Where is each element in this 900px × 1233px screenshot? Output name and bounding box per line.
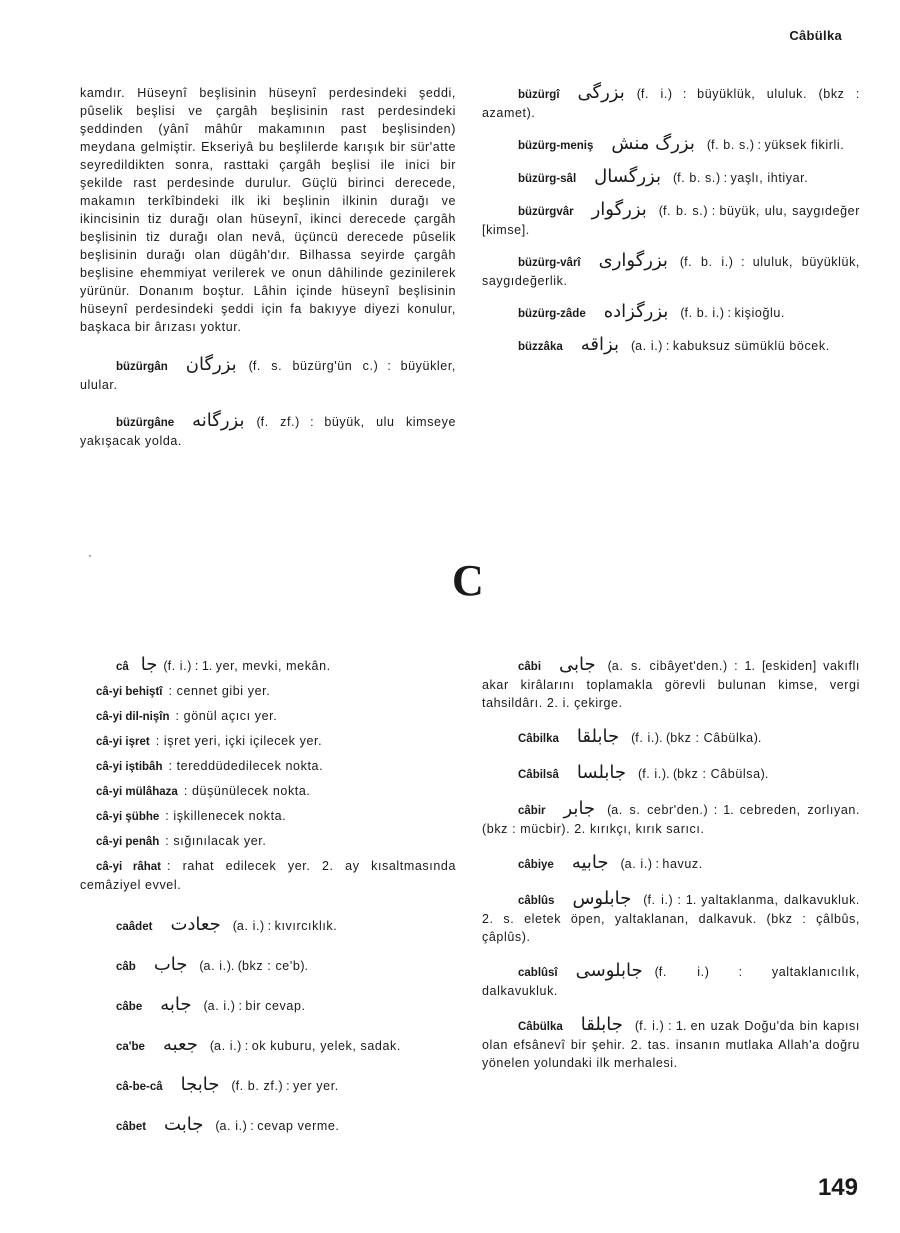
definition: (f. i.). (bkz : Câbülsa). bbox=[638, 767, 769, 781]
definition: (a. s. cibâyet'den.) : 1. [eskiden] vakıflı akar kirâlarını toplamakla görevli bulunan kimse, vergi tahsildârı. 2. i. çekirge. bbox=[482, 659, 860, 710]
definition: (a. i.) : cevap verme. bbox=[215, 1119, 340, 1133]
entry-list bbox=[482, 84, 860, 356]
arabic-script: بزرگوار bbox=[591, 199, 647, 220]
headword: câ-yi behiştî bbox=[96, 686, 163, 698]
definition: : işret yeri, içki içilecek yer. bbox=[155, 734, 323, 748]
definition: : sığınılacak yer. bbox=[165, 834, 267, 848]
definition: : işkillenecek nokta. bbox=[165, 809, 287, 823]
arabic-script: جعادت bbox=[170, 914, 221, 935]
headword: câbi bbox=[518, 661, 542, 673]
headword: büzzâka bbox=[518, 341, 563, 353]
headword: câ bbox=[116, 661, 129, 673]
arabic-script: جابه bbox=[160, 994, 192, 1015]
dictionary-entry bbox=[482, 656, 860, 712]
headword: câ-yi dil-nişîn bbox=[96, 711, 170, 723]
definition: (f. i.) : 1. yaltaklanma, dalkavukluk. 2. s. eletek öpen, yaltaklanan, dalkavuk. (bkz : çâlbûs, çâplûs). bbox=[482, 893, 860, 944]
definition: (f. zf.) : büyük, ulu kimseye yakışacak yolda. bbox=[80, 415, 456, 448]
headword: câbe bbox=[116, 1001, 143, 1013]
dictionary-entry bbox=[482, 168, 860, 188]
dictionary-entry bbox=[482, 854, 860, 874]
dictionary-entry bbox=[482, 201, 860, 239]
arabic-script: جابلقا bbox=[580, 1014, 623, 1035]
arabic-script: جابت bbox=[164, 1114, 204, 1135]
dictionary-entry bbox=[482, 1016, 860, 1072]
definition: (a. i.) : havuz. bbox=[620, 857, 703, 871]
dictionary-entry bbox=[482, 728, 860, 748]
arabic-script: جا bbox=[140, 654, 158, 675]
definition: (f. b. zf.) : yer yer. bbox=[231, 1079, 339, 1093]
dictionary-entry bbox=[482, 890, 860, 946]
definition: (f. b. i.) : ululuk, büyüklük, saygıdeğerlik. bbox=[482, 255, 860, 288]
entry-list bbox=[482, 656, 860, 1072]
arabic-script: بزرگ منش bbox=[611, 133, 695, 154]
headword: câbir bbox=[518, 805, 546, 817]
section-letter: C bbox=[452, 556, 485, 605]
definition: (a. i.) : bir cevap. bbox=[203, 999, 306, 1013]
arabic-script: جابلقا bbox=[576, 726, 620, 747]
dictionary-entry bbox=[482, 303, 860, 323]
headword: câ-yi penâh bbox=[96, 836, 160, 848]
arabic-script: جابی bbox=[559, 654, 596, 675]
dictionary-entry bbox=[482, 800, 860, 838]
definition: (f. s. büzürg'ün c.) : büyükler, ulular. bbox=[80, 359, 456, 392]
headword: câblûs bbox=[518, 895, 555, 907]
definition: (f. b. s.) : büyük, ulu, saygıdeğer [kimse]. bbox=[482, 204, 860, 237]
definition: (a. s. cebr'den.) : 1. cebreden, zorlıyan. (bkz : mücbir). 2. kırıkçı, kırık sarıcı. bbox=[482, 803, 860, 836]
definition: (a. i.) : kıvırcıklık. bbox=[232, 919, 338, 933]
headword: Câbilka bbox=[518, 733, 559, 745]
headword: câbet bbox=[116, 1121, 147, 1133]
headword: câ-yi işret bbox=[96, 736, 150, 748]
headword: câbiye bbox=[518, 859, 554, 871]
definition: : rahat edilecek yer. 2. ay kısaltmasında cemâziyel evvel. bbox=[80, 859, 457, 892]
arabic-script: بزرگانه bbox=[192, 410, 245, 431]
definition: : cennet gibi yer. bbox=[168, 684, 271, 698]
dictionary-entry bbox=[482, 84, 860, 122]
running-head: Câbülka bbox=[789, 28, 842, 43]
subentry bbox=[80, 782, 456, 801]
arabic-script: جابلوس bbox=[572, 888, 632, 909]
arabic-script: جابلسا bbox=[576, 762, 627, 783]
subentry-list bbox=[80, 682, 456, 894]
headword: büzürgvâr bbox=[518, 206, 574, 218]
subentry bbox=[80, 757, 456, 776]
column-bottom-left bbox=[80, 656, 456, 1136]
definition: : tereddüdedilecek nokta. bbox=[168, 759, 324, 773]
arabic-script: بزرگی bbox=[577, 82, 625, 103]
paragraph-continuation: kamdır. Hüseynî beşlisinin hüseynî perdesindeki şeddi, pûselik beşlisi ve çargâh beşlisinin rast perdesindeki şeddinden (yânî mâhûr makamının past beşlisinden) meydana gelmiştir. Ekseriyâ bu beşlilerde karışık bir sür'atte seyredildikten sonra, rasttaki çargâh beşlisi ile inici bir şekilde rast perdesinde durulur. Güçlü birinci derecede, makamın terkîbindeki ilk iki beşlinin ilkinin durağı ve ikincisinin tiz durağı olan hüseynî, ikinci derecede çargâh beşlisinin tiz durağı olan nevâ, üçüncü derecede pûselik beşlisinin durağı olan dügâh'dır. Bilhassa seyirde çargâh beşlisine ehemmiyat verilerek ve onun dâhilinde gezinilerek yürünür. Donanım boştur. Lâhin içinde hüseynî beşlisinin hüseynî perdesindeki şeddi için fa bakıyye diyezi konulur, başkaca bir ârızası yoktur. bbox=[80, 86, 456, 334]
arabic-script: بزرگسال bbox=[594, 166, 661, 187]
headword: câ-be-câ bbox=[116, 1081, 163, 1093]
arabic-script: جابجا bbox=[180, 1074, 220, 1095]
headword: büzürg-meniş bbox=[518, 140, 594, 152]
dictionary-entry bbox=[80, 996, 456, 1016]
subentry bbox=[80, 682, 456, 701]
definition: (f. i.). (bkz : Câbülka). bbox=[631, 731, 762, 745]
arabic-script: جعبه bbox=[162, 1034, 198, 1055]
dictionary-entry bbox=[80, 412, 456, 450]
dictionary-entry bbox=[482, 962, 860, 1000]
headword: büzürgâne bbox=[116, 417, 175, 429]
subentry bbox=[80, 832, 456, 851]
dictionary-entry bbox=[80, 916, 456, 936]
definition: (f. i.) : 1. yer, mevki, mekân. bbox=[163, 659, 331, 673]
arabic-script: جاب bbox=[153, 954, 188, 975]
definition: (a. i.) : ok kuburu, yelek, sadak. bbox=[209, 1039, 401, 1053]
page-number: 149 bbox=[817, 1174, 858, 1201]
subentry bbox=[80, 807, 456, 826]
headword: Câbilsâ bbox=[518, 769, 559, 781]
dictionary-entry bbox=[116, 656, 456, 676]
column-top-right bbox=[482, 84, 860, 356]
definition: : gönül açıcı yer. bbox=[175, 709, 278, 723]
headword: câ-yi râhat bbox=[96, 861, 162, 873]
headword: ca'be bbox=[116, 1041, 145, 1053]
definition: (f. i.) : 1. en uzak Doğu'da bin kapısı olan efsânevî bir şehir. 2. tas. insanın mutlaka Allah'a doğru yönelen yolundaki ilk merhalesi. bbox=[482, 1019, 860, 1070]
dictionary-entry bbox=[80, 356, 456, 394]
column-bottom-right bbox=[482, 656, 860, 1072]
arabic-script: بزرگواری bbox=[598, 250, 668, 271]
headword: büzürg-zâde bbox=[518, 308, 586, 320]
dictionary-entry bbox=[482, 764, 860, 784]
headword: büzürgî bbox=[518, 89, 560, 101]
headword: büzürg-sâl bbox=[518, 173, 577, 185]
subentry bbox=[80, 707, 456, 726]
definition: (f. i.) : yaltaklanıcılık, dalkavukluk. bbox=[482, 965, 860, 998]
stray-mark: · bbox=[88, 548, 93, 562]
dictionary-entry bbox=[80, 1036, 456, 1056]
entry-list bbox=[80, 916, 456, 1136]
definition: (f. b. s.) : yaşlı, ihtiyar. bbox=[672, 171, 809, 185]
definition: (a. i.) : kabuksuz sümüklü böcek. bbox=[630, 339, 830, 353]
definition: (a. i.). (bkz : ce'b). bbox=[199, 959, 309, 973]
headword: câ-yi şübhe bbox=[96, 811, 160, 823]
arabic-script: جابر bbox=[563, 798, 596, 819]
definition: (f. b. s.) : yüksek fikirli. bbox=[706, 138, 845, 152]
column-top-left bbox=[80, 84, 456, 450]
headword: büzürgân bbox=[116, 361, 168, 373]
headword: câb bbox=[116, 961, 136, 973]
definition: (f. b. i.) : kişioğlu. bbox=[680, 306, 785, 320]
dictionary-entry bbox=[482, 135, 860, 155]
arabic-script: بزاقه bbox=[580, 334, 619, 355]
arabic-script: بزرگان bbox=[185, 354, 237, 375]
dictionary-entry bbox=[80, 956, 456, 976]
subentry bbox=[80, 732, 456, 751]
headword: câ-yi iştibâh bbox=[96, 761, 163, 773]
arabic-script: جابیه bbox=[571, 852, 609, 873]
headword: büzürg-vârî bbox=[518, 257, 581, 269]
subentry bbox=[80, 857, 456, 894]
headword: câ-yi mülâhaza bbox=[96, 786, 178, 798]
entry-list bbox=[80, 356, 456, 450]
headword: Câbülka bbox=[518, 1021, 563, 1033]
arabic-script: جابلوسی bbox=[575, 960, 643, 981]
headword: cablûsî bbox=[518, 967, 558, 979]
dictionary-entry bbox=[482, 336, 860, 356]
definition: (f. i.) : büyüklük, ululuk. (bkz : azamet). bbox=[482, 87, 860, 120]
headword: caâdet bbox=[116, 921, 153, 933]
definition: : düşünülecek nokta. bbox=[183, 784, 311, 798]
dictionary-entry bbox=[80, 1116, 456, 1136]
dictionary-entry bbox=[80, 1076, 456, 1096]
dictionary-entry bbox=[482, 252, 860, 290]
arabic-script: بزرگزاده bbox=[603, 301, 669, 322]
